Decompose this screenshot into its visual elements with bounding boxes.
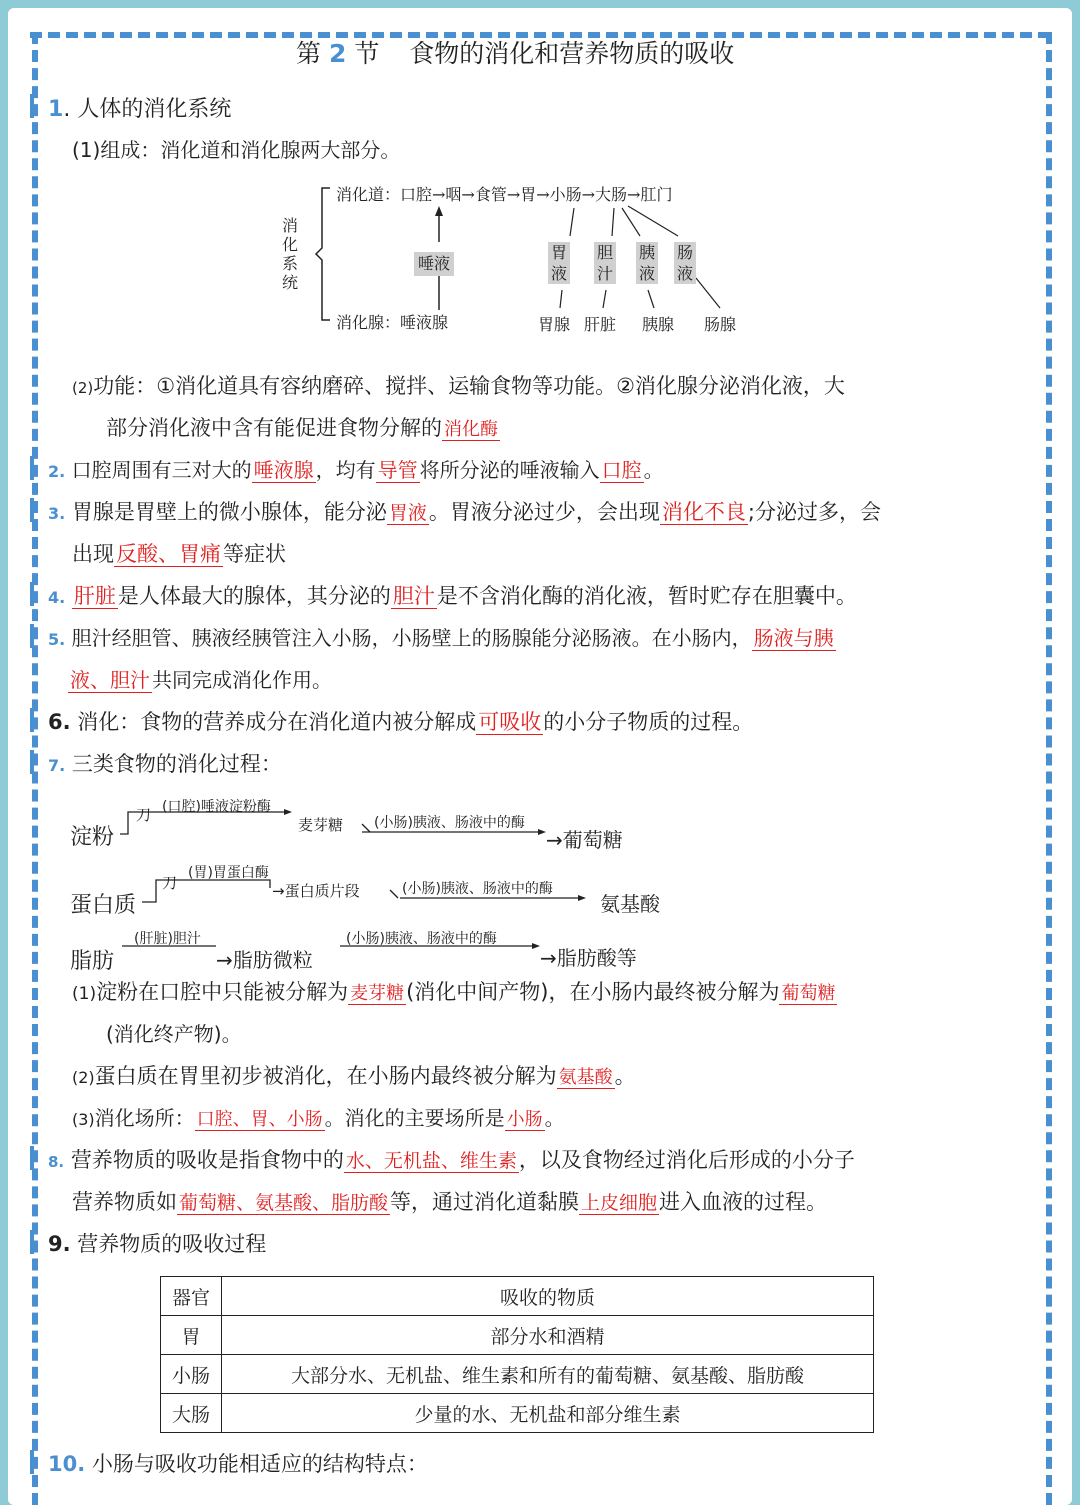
digestive-tract-label: 消化道：口腔→咽→食管→胃→小肠→大肠→肛门 <box>336 185 673 204</box>
product: →葡萄糖 <box>546 828 623 852</box>
title-prefix: 第 <box>296 39 322 68</box>
answer: 可吸收 <box>478 710 542 734</box>
answer: 唾液腺 <box>253 458 314 482</box>
page <box>8 8 1072 1505</box>
answer: 胆汁 <box>392 584 435 608</box>
answer: 口腔 <box>601 458 642 482</box>
organ-cell: 小肠 <box>161 1355 222 1394</box>
table-row <box>161 1394 874 1433</box>
section-bar <box>30 1230 34 1254</box>
saliva-box: 唾液 <box>414 252 454 276</box>
label: (2) <box>72 379 94 397</box>
title-num: 2 <box>328 39 347 68</box>
page-title <box>296 34 734 70</box>
section-bar <box>30 624 34 648</box>
answer: 消化酶 <box>444 419 498 440</box>
enzyme-2: (小肠)胰液、肠液中的酶 <box>374 815 525 831</box>
enzyme-1: (胃)胃蛋白酶 <box>188 865 269 881</box>
food-name: 淀粉 <box>70 825 115 850</box>
enzyme-2: (小肠)胰液、肠液中的酶 <box>402 881 553 897</box>
intestinal-juice-box: 肠 液 <box>674 242 696 284</box>
product: 氨基酸 <box>600 892 660 916</box>
substance-cell: 少量的水、无机盐和部分维生素 <box>222 1394 874 1433</box>
answer: 导管 <box>377 458 418 482</box>
liver-label: 肝脏 <box>584 315 617 334</box>
heading-text: 人体的消化系统 <box>77 97 232 122</box>
section-8-line2: 营养物质如 葡萄糖、氨基酸、脂肪酸等，通过消化道黏膜 上皮细胞进入血液的过程。 <box>72 1190 828 1214</box>
food-name: 蛋白质 <box>70 893 137 918</box>
section-6: 6. 消化：食物的营养成分在消化道内被分解成可吸收的小分子物质的过程。 <box>48 710 754 734</box>
section-5-line1: 5. 胆汁经胆管、胰液经胰管注入小肠，小肠壁上的肠腺能分泌肠液。在小肠内， 肠液与胰 <box>48 626 834 650</box>
text: 组成：消化道和消化腺两大部分。 <box>100 138 401 162</box>
text: 功能：①消化道具有容纳磨碎、搅拌、运输食物等功能。②消化腺分泌消化液，大 <box>93 374 845 398</box>
section-10-heading: 10. 小肠与吸收功能相适应的结构特点： <box>48 1452 428 1476</box>
enzyme-1: (肝脏)胆汁 <box>134 931 201 947</box>
food-name: 脂肪 <box>70 949 115 974</box>
digestive-gland-label: 消化腺：唾液腺 <box>336 313 449 332</box>
section-3-line2: 出现反酸、胃痛等症状 <box>72 542 286 566</box>
title-suffix: 节 <box>354 39 380 68</box>
answer: 麦芽糖 <box>350 983 405 1004</box>
pancreas-label: 胰腺 <box>642 315 675 334</box>
organ-cell: 大肠 <box>161 1394 222 1433</box>
s1-sub2-line1 <box>72 370 845 400</box>
section-5-line2: 液、胆汁 共同完成消化作用。 <box>70 668 332 692</box>
answer: 葡萄糖、氨基酸、脂肪酸 <box>179 1192 389 1214</box>
answer: 氨基酸 <box>558 1067 613 1088</box>
section-8-line1: 8. 营养物质的吸收是指食物中的 水、无机盐、维生素，以及食物经过消化后形成的小分子 <box>48 1148 855 1172</box>
substance-cell: 大部分水、无机盐、维生素和所有的葡萄糖、氨基酸、脂肪酸 <box>222 1355 874 1394</box>
answer: 消化不良 <box>661 500 746 524</box>
s7-p3: (3)消化场所： 口腔、胃、小肠 。消化的主要场所是 小肠 。 <box>72 1106 565 1130</box>
section-bar <box>30 456 34 480</box>
section-9-heading: 9. 营养物质的吸收过程 <box>48 1232 267 1256</box>
answer: 葡萄糖 <box>781 983 836 1004</box>
answer: 肠液与胰 <box>753 626 834 650</box>
absorption-table <box>160 1276 874 1433</box>
s1-sub1 <box>72 134 400 163</box>
enzyme-2: (小肠)胰液、肠液中的酶 <box>346 931 497 947</box>
substance-cell: 部分水和酒精 <box>222 1316 874 1355</box>
section-7-heading: 7. 三类食物的消化过程： <box>48 752 282 776</box>
answer: 水、无机盐、维生素 <box>345 1150 517 1172</box>
intestinal-gland-label: 肠腺 <box>704 315 737 334</box>
fat-flow <box>70 924 710 974</box>
answer: 小肠 <box>506 1109 543 1130</box>
text: 部分消化液中含有能促进食物分解的 <box>106 416 442 440</box>
protein-flow: 蛋白质 刀 (胃)胃蛋白酶 →蛋白质片段 (小肠)胰液、肠液中的酶 氨基酸 <box>70 858 710 908</box>
answer: 液、胆汁 <box>70 668 150 692</box>
answer: 上皮细胞 <box>581 1192 658 1214</box>
answer: 口腔、胃、小肠 <box>196 1109 323 1130</box>
section-bar <box>30 750 34 774</box>
dashed-border-right <box>1046 32 1052 1505</box>
s7-p1-line2: (消化终产物)。 <box>106 1022 242 1046</box>
section-2: 2. 口腔周围有三对大的 唾液腺 ，均有 导管 将所分泌的唾液输入 口腔 。 <box>48 458 664 482</box>
s7-p2: (2)蛋白质在胃里初步被消化，在小肠内最终被分解为 氨基酸。 <box>72 1064 636 1088</box>
answer: 反酸、胃痛 <box>116 542 221 566</box>
section-4: 4. 肝脏是人体最大的腺体，其分泌的胆汁是不含消化酶的消化液，暂时贮存在胆囊中。 <box>48 584 857 608</box>
section-bar <box>30 582 34 606</box>
enzyme-1: (口腔)唾液淀粉酶 <box>162 799 271 815</box>
section-bar <box>30 498 34 522</box>
answer: 肝脏 <box>73 584 116 608</box>
section-bar <box>30 1450 34 1474</box>
label: (1) <box>72 138 101 162</box>
section-num: 1 <box>48 97 64 122</box>
intermediate: →蛋白质片段 <box>272 882 360 900</box>
section-1-heading: 1. 人体的消化系统 <box>48 97 232 122</box>
organ-cell: 胃 <box>161 1316 222 1355</box>
diagram-system-label: 消 化 系 统 <box>282 216 299 292</box>
table-row <box>161 1316 874 1355</box>
header-cell: 吸收的物质 <box>222 1277 874 1316</box>
table-row <box>161 1355 874 1394</box>
starch-flow: 淀粉 刀 (口腔)唾液淀粉酶 麦芽糖 (小肠)胰液、肠液中的酶 →葡萄糖 <box>70 794 710 844</box>
section-3-line1: 3. 胃腺是胃壁上的微小腺体，能分泌 胃液。胃液分泌过少，会出现消化不良;分泌过多，会 <box>48 500 881 524</box>
gastric-juice-box: 胃 液 <box>548 242 570 284</box>
intermediate: →脂肪微粒 <box>216 948 313 972</box>
answer: 胃液 <box>388 502 427 524</box>
product: →脂肪酸等 <box>540 946 637 970</box>
table-header-row <box>161 1277 874 1316</box>
s7-p1-line1: (1)淀粉在口腔中只能被分解为 麦芽糖(消化中间产物)，在小肠内最终被分解为 葡萄糖 <box>72 980 836 1004</box>
pancreatic-juice-box: 胰 液 <box>636 242 658 284</box>
section-bar <box>30 94 34 118</box>
section-bar <box>30 1146 34 1170</box>
digestive-system-diagram <box>276 178 776 338</box>
gastric-gland-label: 胃腺 <box>538 315 571 334</box>
bile-box: 胆 汁 <box>594 242 616 284</box>
section-bar <box>30 708 34 732</box>
header-cell: 器官 <box>161 1277 222 1316</box>
s1-sub2-line2 <box>106 412 500 442</box>
intermediate: 麦芽糖 <box>298 816 344 834</box>
title-text: 食物的消化和营养物质的吸收 <box>409 39 735 68</box>
